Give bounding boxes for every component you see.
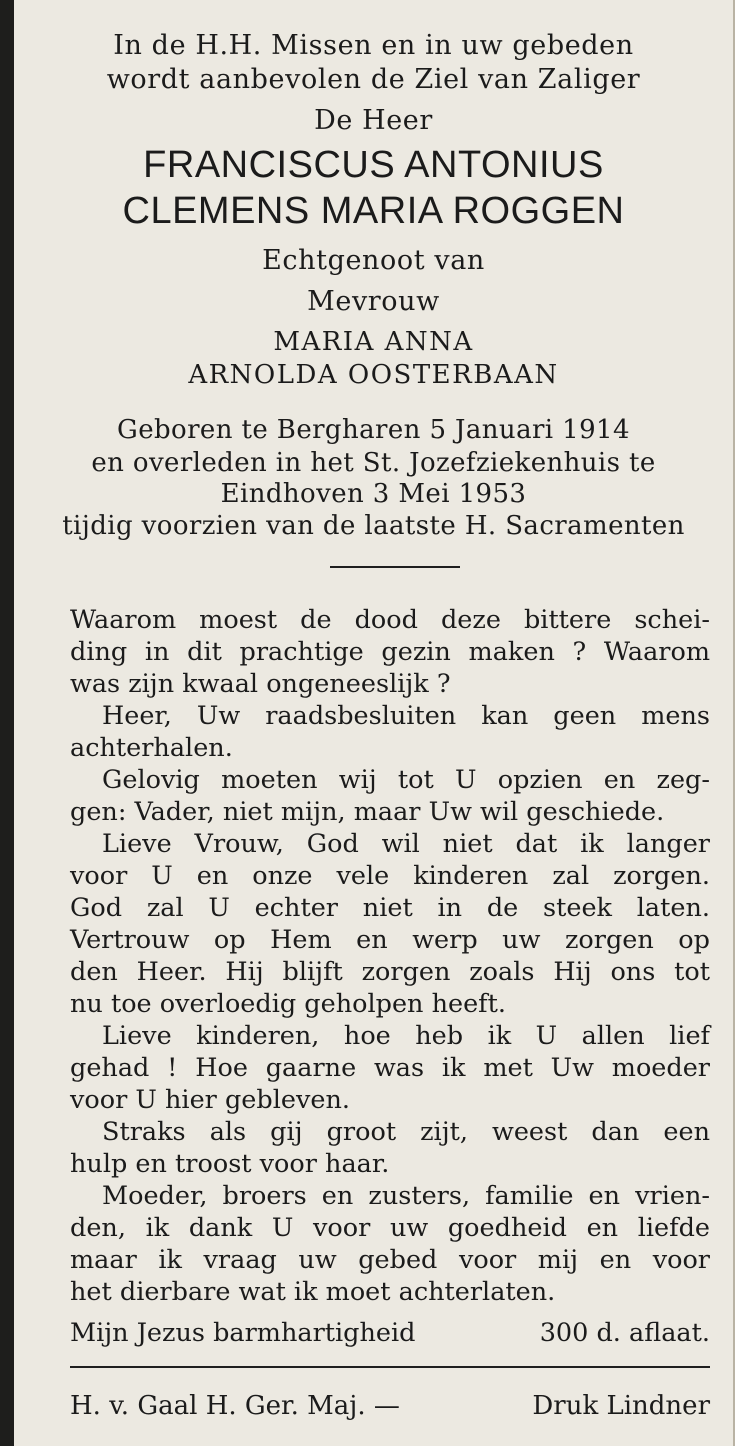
text-line: nu toe overloedig geholpen heeft. [70, 989, 506, 1019]
footer-divider [70, 1366, 710, 1368]
text-line: voor U en onze vele kinderen zal zorgen. [70, 861, 710, 891]
text-line: voor U hier gebleven. [70, 1085, 350, 1115]
text-line: Heer, Uw raadsbesluiten kan geen mens [102, 701, 710, 731]
spouse-name-line-1: MARIA ANNA [273, 327, 474, 357]
text-line: maar ik vraag uw gebed voor mij en voor [70, 1245, 710, 1275]
text-line: was zijn kwaal ongeneeslijk ? [70, 669, 451, 699]
text-line: ding in dit prachtige gezin maken ? Waarom [70, 637, 710, 667]
text-line: hulp en troost voor haar. [70, 1149, 390, 1179]
text-line: Gelovig moeten wij tot U opzien en zeg- [102, 765, 710, 795]
spouse-title: Mevrouw [307, 286, 440, 317]
indulgence-prayer: Mijn Jezus barmhartigheid [70, 1318, 416, 1348]
text-line: Moeder, broers en zusters, familie en vrien- [102, 1181, 710, 1211]
farewell-text [70, 604, 710, 1308]
text-line: gehad ! Hoe gaarne was ik met Uw moeder [70, 1053, 710, 1083]
deceased-name-line-1: FRANCISCUS ANTONIUS [143, 144, 604, 186]
title-de-heer: De Heer [314, 105, 433, 136]
text-line: Lieve Vrouw, God wil niet dat ik langer [102, 829, 710, 859]
text-line: Vertrouw op Hem en werp uw zorgen op [70, 925, 710, 955]
printer-name: Druk Lindner [532, 1391, 710, 1421]
text-line: het dierbare wat ik moet achterlaten. [70, 1277, 556, 1307]
text-line: gen: Vader, niet mijn, maar Uw wil geschiede. [70, 797, 665, 827]
death-line: en overleden in het St. Jozefziekenhuis te [91, 448, 656, 478]
deceased-name-line-2: CLEMENS MARIA ROGGEN [122, 190, 625, 232]
text-line: God zal U echter niet in de steek laten. [70, 893, 710, 923]
indulgence-days: 300 d. aflaat. [539, 1318, 710, 1348]
short-divider [330, 566, 460, 568]
text-line: den, ik dank U voor uw goedheid en liefde [70, 1213, 710, 1243]
spouse-name-line-2: ARNOLDA OOSTERBAAN [188, 360, 559, 390]
ecclesiastical-approval: H. v. Gaal H. Ger. Maj. — [70, 1391, 400, 1421]
text-line: Lieve kinderen, hoe heb ik U allen lief [102, 1021, 710, 1051]
header-line-1: In de H.H. Missen en in uw gebeden [113, 30, 634, 61]
printer-footer [70, 1391, 710, 1421]
death-place-date: Eindhoven 3 Mei 1953 [220, 479, 527, 509]
indulgence-line [70, 1318, 710, 1348]
text-line: Waarom moest de dood deze bittere schei- [70, 605, 710, 635]
birth-line: Geboren te Bergharen 5 Januari 1914 [117, 415, 630, 445]
text-line: den Heer. Hij blijft zorgen zoals Hij ons tot [70, 957, 710, 987]
spouse-relation: Echtgenoot van [262, 245, 485, 276]
header-line-2: wordt aanbevolen de Ziel van Zaliger [106, 64, 641, 95]
text-line: Straks als gij groot zijt, weest dan een [102, 1117, 710, 1147]
sacraments-line: tijdig voorzien van de laatste H. Sacramenten [62, 511, 685, 541]
text-line: achterhalen. [70, 733, 233, 763]
